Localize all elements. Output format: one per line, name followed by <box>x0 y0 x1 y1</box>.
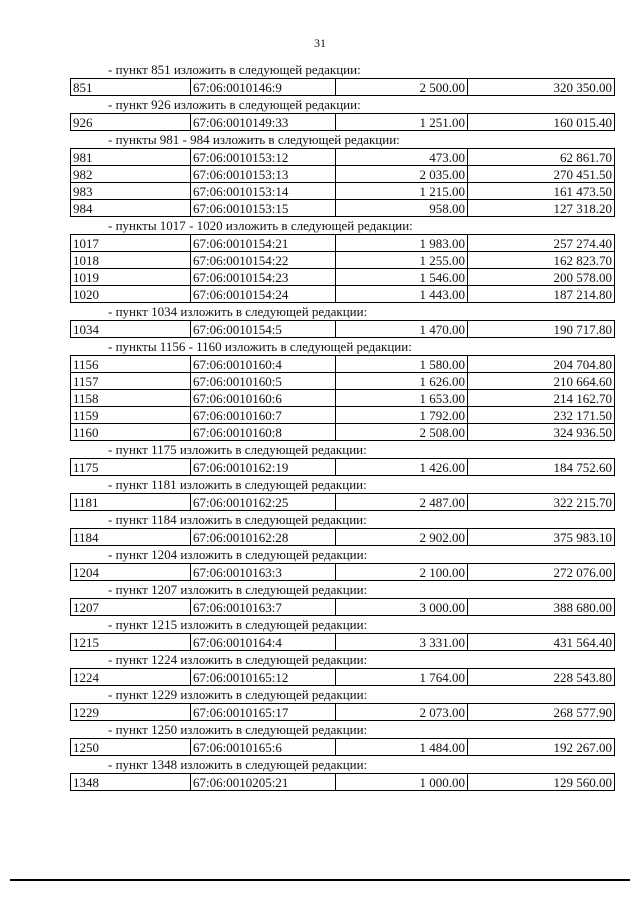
table-row <box>71 183 615 200</box>
value-cell: 190 717.80 <box>468 321 615 338</box>
table-row <box>71 669 615 686</box>
value-cell: 257 274.40 <box>468 235 615 252</box>
item-number-cell: 1157 <box>71 373 191 390</box>
area-cell: 2 100.00 <box>336 564 468 581</box>
area-cell: 1 000.00 <box>336 774 468 791</box>
table-row <box>71 286 615 303</box>
value-cell: 270 451.50 <box>468 166 615 183</box>
area-cell: 2 035.00 <box>336 166 468 183</box>
value-cell: 200 578.00 <box>468 269 615 286</box>
area-cell: 2 487.00 <box>336 494 468 511</box>
value-cell: 268 577.90 <box>468 704 615 721</box>
parcel-table <box>70 668 615 686</box>
area-cell: 1 546.00 <box>336 269 468 286</box>
cadastral-number-cell: 67:06:0010154:23 <box>191 269 336 286</box>
section-heading: - пункт 1207 изложить в следующей редакции: <box>108 582 368 597</box>
item-number-cell: 981 <box>71 149 191 166</box>
cadastral-number-cell: 67:06:0010153:12 <box>191 149 336 166</box>
parcel-table <box>70 355 615 441</box>
parcel-table <box>70 703 615 721</box>
cadastral-number-cell: 67:06:0010153:13 <box>191 166 336 183</box>
cadastral-number-cell: 67:06:0010153:15 <box>191 200 336 217</box>
item-number-cell: 1020 <box>71 286 191 303</box>
value-cell: 204 704.80 <box>468 356 615 373</box>
value-cell: 184 752.60 <box>468 459 615 476</box>
item-number-cell: 1034 <box>71 321 191 338</box>
cadastral-number-cell: 67:06:0010160:4 <box>191 356 336 373</box>
section-heading: - пункт 1034 изложить в следующей редакции: <box>108 304 368 319</box>
value-cell: 375 983.10 <box>468 529 615 546</box>
value-cell: 162 823.70 <box>468 252 615 269</box>
parcel-table <box>70 738 615 756</box>
table-row <box>71 252 615 269</box>
area-cell: 1 626.00 <box>336 373 468 390</box>
value-cell: 232 171.50 <box>468 407 615 424</box>
item-number-cell: 1207 <box>71 599 191 616</box>
value-cell: 161 473.50 <box>468 183 615 200</box>
area-cell: 2 902.00 <box>336 529 468 546</box>
cadastral-number-cell: 67:06:0010154:24 <box>191 286 336 303</box>
parcel-table <box>70 78 615 96</box>
cadastral-number-cell: 67:06:0010165:6 <box>191 739 336 756</box>
value-cell: 214 162.70 <box>468 390 615 407</box>
table-row <box>71 321 615 338</box>
cadastral-number-cell: 67:06:0010154:21 <box>191 235 336 252</box>
item-number-cell: 1019 <box>71 269 191 286</box>
value-cell: 388 680.00 <box>468 599 615 616</box>
section-heading: - пункт 1204 изложить в следующей редакции: <box>108 547 368 562</box>
item-number-cell: 1017 <box>71 235 191 252</box>
cadastral-number-cell: 67:06:0010162:19 <box>191 459 336 476</box>
area-cell: 2 508.00 <box>336 424 468 441</box>
table-row <box>71 564 615 581</box>
cadastral-number-cell: 67:06:0010149:33 <box>191 114 336 131</box>
table-row <box>71 269 615 286</box>
parcel-table <box>70 458 615 476</box>
cadastral-number-cell: 67:06:0010160:5 <box>191 373 336 390</box>
table-row <box>71 200 615 217</box>
table-row <box>71 634 615 651</box>
table-row <box>71 390 615 407</box>
area-cell: 1 764.00 <box>336 669 468 686</box>
value-cell: 62 861.70 <box>468 149 615 166</box>
value-cell: 320 350.00 <box>468 79 615 96</box>
item-number-cell: 851 <box>71 79 191 96</box>
value-cell: 192 267.00 <box>468 739 615 756</box>
footer-divider <box>10 879 630 881</box>
section-heading: - пункт 1181 изложить в следующей редакции: <box>108 477 367 492</box>
table-row <box>71 356 615 373</box>
area-cell: 1 215.00 <box>336 183 468 200</box>
section-heading: - пункты 981 - 984 изложить в следующей редакции: <box>108 132 400 147</box>
item-number-cell: 1156 <box>71 356 191 373</box>
item-number-cell: 982 <box>71 166 191 183</box>
table-row <box>71 407 615 424</box>
table-row <box>71 373 615 390</box>
cadastral-number-cell: 67:06:0010154:5 <box>191 321 336 338</box>
section-heading: - пункт 1184 изложить в следующей редакции: <box>108 512 367 527</box>
item-number-cell: 1159 <box>71 407 191 424</box>
area-cell: 2 073.00 <box>336 704 468 721</box>
value-cell: 431 564.40 <box>468 634 615 651</box>
value-cell: 228 543.80 <box>468 669 615 686</box>
value-cell: 210 664.60 <box>468 373 615 390</box>
item-number-cell: 1215 <box>71 634 191 651</box>
parcel-table <box>70 598 615 616</box>
area-cell: 1 484.00 <box>336 739 468 756</box>
item-number-cell: 1160 <box>71 424 191 441</box>
area-cell: 3 000.00 <box>336 599 468 616</box>
section-heading: - пункт 1250 изложить в следующей редакции: <box>108 722 368 737</box>
area-cell: 1 251.00 <box>336 114 468 131</box>
item-number-cell: 1175 <box>71 459 191 476</box>
cadastral-number-cell: 67:06:0010162:25 <box>191 494 336 511</box>
table-row <box>71 494 615 511</box>
cadastral-number-cell: 67:06:0010205:21 <box>191 774 336 791</box>
table-row <box>71 79 615 96</box>
item-number-cell: 1250 <box>71 739 191 756</box>
item-number-cell: 1181 <box>71 494 191 511</box>
item-number-cell: 1018 <box>71 252 191 269</box>
item-number-cell: 1229 <box>71 704 191 721</box>
table-row <box>71 149 615 166</box>
cadastral-number-cell: 67:06:0010162:28 <box>191 529 336 546</box>
table-row <box>71 704 615 721</box>
area-cell: 1 792.00 <box>336 407 468 424</box>
table-row <box>71 114 615 131</box>
area-cell: 2 500.00 <box>336 79 468 96</box>
section-heading: - пункт 1229 изложить в следующей редакции: <box>108 687 368 702</box>
table-row <box>71 529 615 546</box>
value-cell: 187 214.80 <box>468 286 615 303</box>
cadastral-number-cell: 67:06:0010165:12 <box>191 669 336 686</box>
area-cell: 1 443.00 <box>336 286 468 303</box>
section-heading: - пункт 1215 изложить в следующей редакции: <box>108 617 368 632</box>
area-cell: 1 983.00 <box>336 235 468 252</box>
parcel-table <box>70 563 615 581</box>
value-cell: 127 318.20 <box>468 200 615 217</box>
section-heading: - пункт 1348 изложить в следующей редакции: <box>108 757 368 772</box>
parcel-table <box>70 148 615 217</box>
table-row <box>71 599 615 616</box>
section-heading: - пункт 1175 изложить в следующей редакции: <box>108 442 367 457</box>
value-cell: 272 076.00 <box>468 564 615 581</box>
parcel-table <box>70 493 615 511</box>
cadastral-number-cell: 67:06:0010163:3 <box>191 564 336 581</box>
area-cell: 1 470.00 <box>336 321 468 338</box>
cadastral-number-cell: 67:06:0010153:14 <box>191 183 336 200</box>
area-cell: 958.00 <box>336 200 468 217</box>
value-cell: 129 560.00 <box>468 774 615 791</box>
item-number-cell: 1184 <box>71 529 191 546</box>
parcel-table <box>70 234 615 303</box>
cadastral-number-cell: 67:06:0010165:17 <box>191 704 336 721</box>
section-heading: - пункт 851 изложить в следующей редакции: <box>108 62 361 77</box>
table-row <box>71 459 615 476</box>
item-number-cell: 1204 <box>71 564 191 581</box>
parcel-table <box>70 773 615 791</box>
parcel-table <box>70 320 615 338</box>
value-cell: 324 936.50 <box>468 424 615 441</box>
value-cell: 322 215.70 <box>468 494 615 511</box>
cadastral-number-cell: 67:06:0010160:6 <box>191 390 336 407</box>
section-heading: - пункт 926 изложить в следующей редакции: <box>108 97 361 112</box>
cadastral-number-cell: 67:06:0010160:7 <box>191 407 336 424</box>
item-number-cell: 983 <box>71 183 191 200</box>
table-row <box>71 166 615 183</box>
area-cell: 1 580.00 <box>336 356 468 373</box>
item-number-cell: 1158 <box>71 390 191 407</box>
area-cell: 1 653.00 <box>336 390 468 407</box>
section-heading: - пункт 1224 изложить в следующей редакции: <box>108 652 368 667</box>
parcel-table <box>70 528 615 546</box>
area-cell: 473.00 <box>336 149 468 166</box>
parcel-table <box>70 113 615 131</box>
item-number-cell: 926 <box>71 114 191 131</box>
cadastral-number-cell: 67:06:0010164:4 <box>191 634 336 651</box>
document-body <box>70 63 615 793</box>
item-number-cell: 1348 <box>71 774 191 791</box>
area-cell: 1 426.00 <box>336 459 468 476</box>
area-cell: 3 331.00 <box>336 634 468 651</box>
table-row <box>71 424 615 441</box>
value-cell: 160 015.40 <box>468 114 615 131</box>
area-cell: 1 255.00 <box>336 252 468 269</box>
item-number-cell: 1224 <box>71 669 191 686</box>
section-heading: - пункты 1017 - 1020 изложить в следующей редакции: <box>108 218 413 233</box>
cadastral-number-cell: 67:06:0010163:7 <box>191 599 336 616</box>
table-row <box>71 774 615 791</box>
cadastral-number-cell: 67:06:0010160:8 <box>191 424 336 441</box>
section-heading: - пункты 1156 - 1160 изложить в следующей редакции: <box>108 339 412 354</box>
parcel-table <box>70 633 615 651</box>
table-row <box>71 739 615 756</box>
page-number: 31 <box>314 36 326 50</box>
cadastral-number-cell: 67:06:0010146:9 <box>191 79 336 96</box>
cadastral-number-cell: 67:06:0010154:22 <box>191 252 336 269</box>
table-row <box>71 235 615 252</box>
item-number-cell: 984 <box>71 200 191 217</box>
